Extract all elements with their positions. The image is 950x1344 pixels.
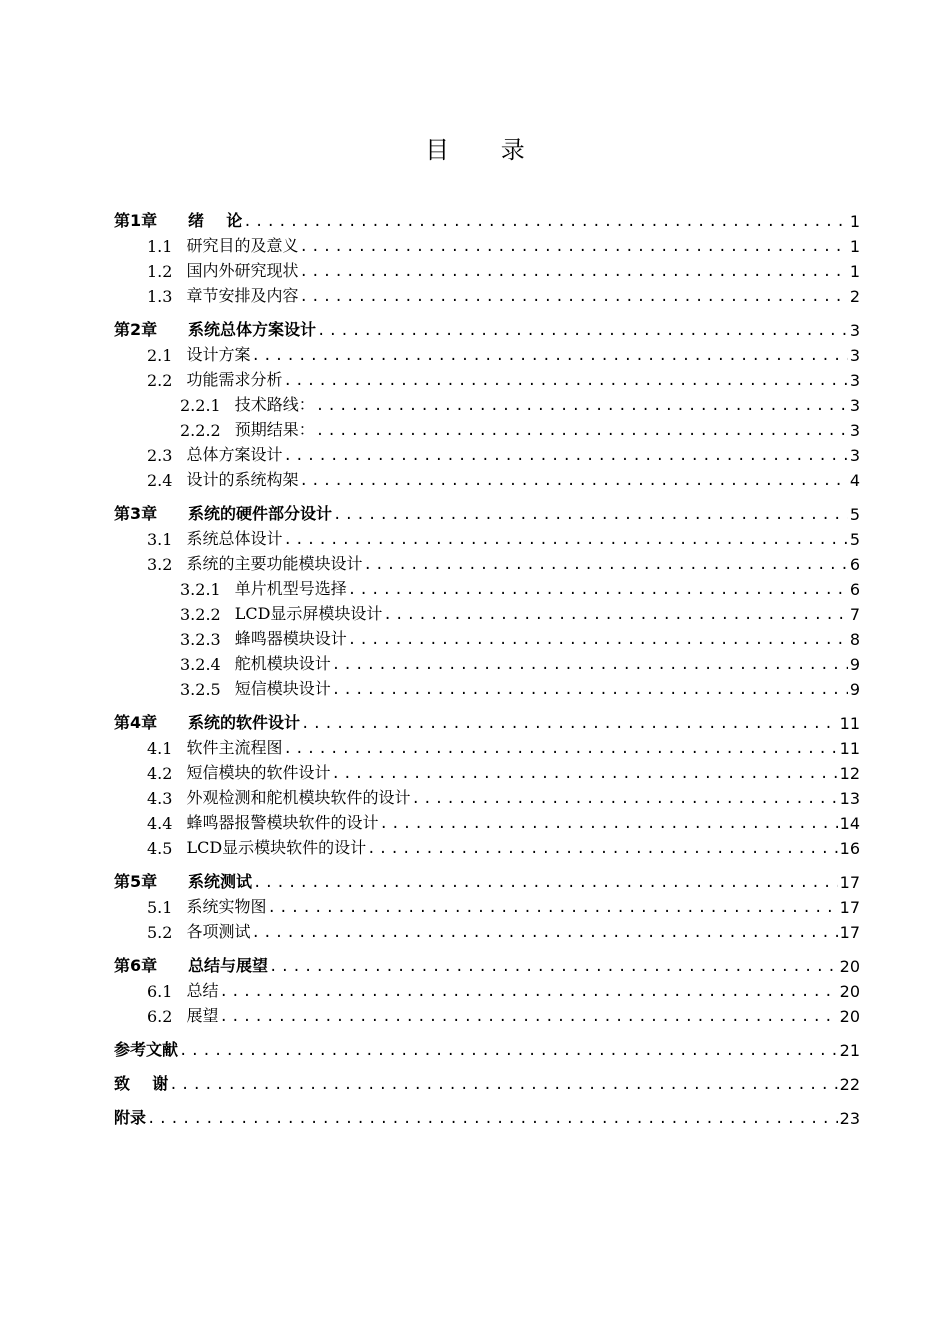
toc-label: 各项测试 [186, 922, 251, 941]
toc-page-number: 4 [849, 471, 860, 490]
toc-section-2-1[interactable] [114, 340, 860, 365]
toc-number: 3.2.1 [180, 580, 221, 599]
toc-number: 3.1 [147, 530, 173, 549]
toc-label: 蜂鸣器报警模块软件的设计 [186, 813, 379, 832]
toc-section-4-3[interactable] [114, 783, 860, 808]
toc-number: 第6章 [114, 956, 158, 975]
toc-section-5-1[interactable] [114, 892, 860, 917]
toc-leader [332, 656, 848, 674]
toc-label: 系统实物图 [186, 897, 267, 916]
toc-page-number: 1 [849, 212, 860, 231]
toc-number: 2.4 [147, 471, 173, 490]
toc-page-number: 2 [849, 287, 860, 306]
toc-leader [267, 899, 837, 917]
toc-label: 软件主流程图 [186, 738, 283, 757]
toc-acknowledgements[interactable] [114, 1069, 860, 1094]
toc-section-5-2[interactable] [114, 917, 860, 942]
toc-number: 1.3 [147, 287, 173, 306]
toc-leader [299, 472, 847, 490]
toc-number: 3.2.2 [180, 605, 221, 624]
toc-section-6-2[interactable] [114, 1001, 860, 1026]
toc-leader [317, 322, 848, 340]
toc-subsection-3-2-5[interactable] [114, 674, 860, 699]
toc-leader [251, 347, 847, 365]
toc-leader [253, 874, 838, 892]
toc-leader [316, 422, 848, 440]
toc-number: 2.3 [147, 446, 173, 465]
toc-number: 第5章 [114, 872, 158, 891]
toc-page-number: 22 [839, 1075, 860, 1094]
toc-page-number: 3 [849, 396, 860, 415]
toc-number: 1.1 [147, 237, 173, 256]
toc-page-number: 5 [849, 505, 860, 524]
toc-label: 舵机模块设计 [234, 654, 331, 673]
toc-label: 国内外研究现状 [186, 261, 299, 280]
toc-page-number: 1 [849, 262, 860, 281]
toc-label: 技术路线： [234, 395, 315, 414]
toc-number: 3.2.3 [180, 630, 221, 649]
toc-leader [219, 1008, 837, 1026]
toc-label: 研究目的及意义 [186, 236, 299, 255]
toc-page-number: 3 [849, 421, 860, 440]
toc-label: 系统总体方案设计 [188, 320, 317, 339]
toc-number: 6.1 [147, 982, 173, 1001]
toc-page-number: 23 [839, 1109, 860, 1128]
toc-section-6-1[interactable] [114, 976, 860, 1001]
toc-label: 致 谢 [114, 1074, 169, 1093]
toc-leader [147, 1110, 838, 1128]
table-of-contents [114, 206, 860, 1128]
toc-section-2-4[interactable] [114, 465, 860, 490]
toc-leader [348, 631, 848, 649]
toc-page-number: 12 [839, 764, 860, 783]
toc-number: 4.1 [147, 739, 173, 758]
toc-leader [348, 581, 848, 599]
toc-number: 4.2 [147, 764, 173, 783]
toc-leader [383, 606, 847, 624]
toc-number: 2.2.1 [180, 396, 221, 415]
toc-page-number: 11 [839, 739, 860, 758]
toc-leader [316, 397, 848, 415]
toc-page-number: 7 [849, 605, 860, 624]
toc-number: 2.2.2 [180, 421, 221, 440]
toc-number: 3.2 [147, 555, 173, 574]
toc-section-4-2[interactable] [114, 758, 860, 783]
toc-page-number: 16 [839, 839, 860, 858]
toc-page-number: 3 [849, 371, 860, 390]
toc-subsection-2-2-2[interactable] [114, 415, 860, 440]
toc-subsection-3-2-2[interactable] [114, 599, 860, 624]
toc-number: 4.4 [147, 814, 173, 833]
toc-label: 系统的主要功能模块设计 [186, 554, 363, 573]
toc-section-4-4[interactable] [114, 808, 860, 833]
toc-label: 章节安排及内容 [186, 286, 299, 305]
toc-section-1-3[interactable] [114, 281, 860, 306]
toc-number: 5.1 [147, 898, 173, 917]
toc-leader [367, 840, 837, 858]
toc-number: 1.2 [147, 262, 173, 281]
toc-number: 第2章 [114, 320, 158, 339]
toc-chapter-6[interactable] [114, 951, 860, 976]
toc-leader [169, 1076, 837, 1094]
toc-leader [283, 372, 847, 390]
toc-label: 参考文献 [114, 1040, 179, 1059]
toc-page-number: 3 [849, 321, 860, 340]
toc-section-4-1[interactable] [114, 733, 860, 758]
toc-page-number: 21 [839, 1041, 860, 1060]
toc-page-number: 17 [839, 923, 860, 942]
toc-chapter-3[interactable] [114, 499, 860, 524]
toc-title: 目 录 [425, 136, 547, 164]
toc-page-number: 5 [849, 530, 860, 549]
toc-label: 预期结果： [234, 420, 315, 439]
toc-subsection-3-2-1[interactable] [114, 574, 860, 599]
toc-label: 绪 论 [188, 211, 243, 230]
toc-leader [299, 263, 847, 281]
toc-leader [333, 506, 848, 524]
toc-leader [283, 740, 837, 758]
toc-page-number: 11 [839, 714, 860, 733]
toc-label: 外观检测和舵机模块软件的设计 [186, 788, 411, 807]
toc-section-2-3[interactable] [114, 440, 860, 465]
toc-label: 总结 [186, 981, 219, 1000]
toc-number: 6.2 [147, 1007, 173, 1026]
toc-label: 设计方案 [186, 345, 251, 364]
toc-appendix[interactable] [114, 1103, 860, 1128]
toc-leader [299, 238, 847, 256]
toc-leader [363, 556, 847, 574]
toc-section-3-1[interactable] [114, 524, 860, 549]
toc-label: 系统的硬件部分设计 [188, 504, 333, 523]
toc-section-3-2[interactable] [114, 549, 860, 574]
toc-page-number: 17 [839, 873, 860, 892]
toc-subsection-2-2-1[interactable] [114, 390, 860, 415]
toc-leader [301, 715, 838, 733]
toc-number: 第3章 [114, 504, 158, 523]
toc-label: 总体方案设计 [186, 445, 283, 464]
toc-page-number: 3 [849, 446, 860, 465]
toc-leader [179, 1042, 838, 1060]
toc-leader [283, 531, 847, 549]
toc-page-number: 6 [849, 580, 860, 599]
toc-chapter-4[interactable] [114, 708, 860, 733]
toc-label: 功能需求分析 [186, 370, 283, 389]
toc-label: 系统测试 [188, 872, 253, 891]
toc-label: 蜂鸣器模块设计 [234, 629, 347, 648]
toc-page-number: 3 [849, 346, 860, 365]
toc-label: 单片机型号选择 [234, 579, 347, 598]
toc-chapter-1[interactable] [114, 206, 860, 231]
toc-page-number: 6 [849, 555, 860, 574]
toc-chapter-2[interactable] [114, 315, 860, 340]
toc-number: 5.2 [147, 923, 173, 942]
toc-page-number: 20 [839, 982, 860, 1001]
toc-leader [269, 958, 838, 976]
toc-page-number: 13 [839, 789, 860, 808]
toc-subsection-3-2-4[interactable] [114, 649, 860, 674]
toc-leader [332, 681, 848, 699]
toc-page-number: 20 [839, 957, 860, 976]
toc-leader [219, 983, 837, 1001]
toc-subsection-3-2-3[interactable] [114, 624, 860, 649]
toc-number: 4.3 [147, 789, 173, 808]
toc-number: 4.5 [147, 839, 173, 858]
toc-number: 3.2.5 [180, 680, 221, 699]
toc-label: LCD显示屏模块设计 [234, 604, 383, 623]
toc-leader [379, 815, 837, 833]
toc-page-number: 20 [839, 1007, 860, 1026]
toc-page-number: 17 [839, 898, 860, 917]
toc-leader [411, 790, 837, 808]
toc-section-2-2[interactable] [114, 365, 860, 390]
toc-label: LCD显示模块软件的设计 [186, 838, 367, 857]
toc-references[interactable] [114, 1035, 860, 1060]
toc-number: 3.2.4 [180, 655, 221, 674]
toc-leader [283, 447, 847, 465]
toc-number: 2.1 [147, 346, 173, 365]
toc-page-number: 8 [849, 630, 860, 649]
toc-section-1-1[interactable] [114, 231, 860, 256]
toc-number: 第1章 [114, 211, 158, 230]
toc-number: 第4章 [114, 713, 158, 732]
toc-page-number: 14 [839, 814, 860, 833]
toc-number: 2.2 [147, 371, 173, 390]
toc-leader [299, 288, 847, 306]
toc-label: 总结与展望 [188, 956, 269, 975]
toc-page-number: 1 [849, 237, 860, 256]
toc-label: 附录 [114, 1108, 147, 1127]
toc-page-number: 9 [849, 680, 860, 699]
toc-leader [331, 765, 837, 783]
toc-chapter-5[interactable] [114, 867, 860, 892]
toc-section-1-2[interactable] [114, 256, 860, 281]
toc-label: 系统的软件设计 [188, 713, 301, 732]
toc-leader [251, 924, 837, 942]
toc-page-number: 9 [849, 655, 860, 674]
toc-leader [243, 213, 848, 231]
toc-label: 短信模块设计 [234, 679, 331, 698]
toc-label: 系统总体设计 [186, 529, 283, 548]
toc-label: 展望 [186, 1006, 219, 1025]
toc-label: 短信模块的软件设计 [186, 763, 331, 782]
toc-section-4-5[interactable] [114, 833, 860, 858]
toc-label: 设计的系统构架 [186, 470, 299, 489]
